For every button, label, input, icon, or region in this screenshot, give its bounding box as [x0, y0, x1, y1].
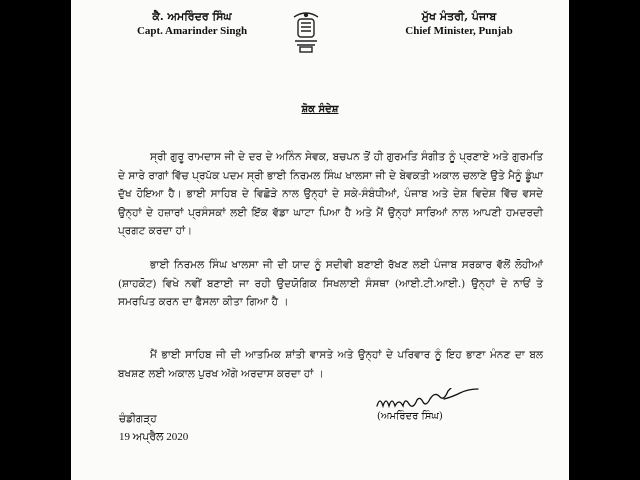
letter-place: ਚੰਡੀਗੜ੍ਹ [119, 413, 157, 425]
sender-name-punjabi: ਕੈ. ਅਮਰਿੰਦਰ ਸਿੰਘ [152, 10, 232, 23]
letter-title: ਸ਼ੋਕ ਸੰਦੇਸ਼ [301, 104, 339, 115]
body-paragraph-2: ਭਾਈ ਨਿਰਮਲ ਸਿੰਘ ਖਾਲਸਾ ਜੀ ਦੀ ਯਾਦ ਨੂੰ ਸਦੀਵੀ ਬਣਾਈ ਰੱਖਣ ਲਈ ਪੰਜਾਬ ਸਰਕਾਰ ਵੱਲੋਂ ਲੋਹੀਆਂ (ਸ਼ਾਹਕੋਟ) ਵਿਖੇ ਨਵੀਂ ਬਣਾਈ ਜਾ ਰਹੀ ਉਦਯੋਗਿਕ ਸਿਖਲਾਈ ਸੰਸਥਾ (ਆਈ.ਟੀ.ਆਈ.) ਉਨ੍ਹਾਂ ਦੇ ਨਾਓਂ ਤੇ ਸਮਰਪਿਤ ਕਰਨ ਦਾ ਫੈਸਲਾ ਕੀਤਾ ਗਿਆ ਹੈ । [118, 259, 543, 308]
sender-name-english: Capt. Amarinder Singh [136, 25, 248, 37]
sender-block [127, 10, 257, 39]
body-paragraph-3: ਮੈਂ ਭਾਈ ਸਾਹਿਬ ਜੀ ਦੀ ਆਤਮਿਕ ਸ਼ਾਂਤੀ ਵਾਸਤੇ ਅਤੇ ਉਨ੍ਹਾਂ ਦੇ ਪਰਿਵਾਰ ਨੂੰ ਇਹ ਭਾਣਾ ਮੰਨਣ ਦਾ ਬਲ ਬਖਸ਼ਣ ਲਈ ਅਕਾਲ ਪੁਰਖ ਅੱਗੇ ਅਰਦਾਸ ਕਰਦਾ ਹਾਂ । [118, 349, 543, 380]
office-title-punjabi: ਮੁੱਖ ਮੰਤਰੀ, ਪੰਜਾਬ [421, 10, 497, 23]
letter-date: 19 ਅਪ੍ਰੈਲ 2020 [119, 431, 189, 443]
body-paragraph-1: ਸ੍ਰੀ ਗੁਰੂ ਰਾਮਦਾਸ ਜੀ ਦੇ ਦਰ ਦੇ ਅਨਿੰਨ ਸੇਵਕ, ਬਚਪਨ ਤੋਂ ਹੀ ਗੁਰਮਤਿ ਸੰਗੀਤ ਨੂੰ ਪ੍ਰਣਾਏ ਅਤੇ ਗੁਰਮਤਿ ਦੇ ਸਾਰੇ ਰਾਗਾਂ ਵਿੱਚ ਪ੍ਰਪੱਕ ਪਦਮ ਸ੍ਰੀ ਭਾਈ ਨਿਰਮਲ ਸਿੰਘ ਖਾਲਸਾ ਜੀ ਦੇ ਬੇਵਕਤੀ ਅਕਾਲ ਚਲਾਣੇ ਉਤੇ ਮੈਨੂੰ ਡੂੰਘਾ ਦੁੱਖ ਹੋਇਆ ਹੈ। ਭਾਈ ਸਾਹਿਬ ਦੇ ਵਿਛੋੜੇ ਨਾਲ ਉਨ੍ਹਾਂ ਦੇ ਸਕੇ-ਸੰਬੰਧੀਆਂ, ਪੰਜਾਬ ਅਤੇ ਦੇਸ਼ ਵਿਦੇਸ਼ ਵਿੱਚ ਵਸਦੇ ਉਨ੍ਹਾਂ ਦੇ ਹਜ਼ਾਰਾਂ ਪ੍ਰਸੰਸਕਾਂ ਲਈ ਇੱਕ ਵੱਡਾ ਘਾਟਾ ਪਿਆ ਹੈ ਅਤੇ ਮੈਂ ਉਨ੍ਹਾਂ ਸਾਰਿਆਂ ਨਾਲ ਆਪਣੀ ਹਮਦਰਦੀ ਪ੍ਰਗਟ ਕਰਦਾ ਹਾਂ। [118, 151, 543, 237]
letter-page [71, 0, 569, 480]
office-block [389, 10, 529, 39]
signatory-name: (ਅਮਰਿੰਦਰ ਸਿੰਘ) [377, 411, 443, 422]
office-title-english: Chief Minister, Punjab [405, 25, 513, 37]
state-emblem-icon [289, 7, 323, 55]
